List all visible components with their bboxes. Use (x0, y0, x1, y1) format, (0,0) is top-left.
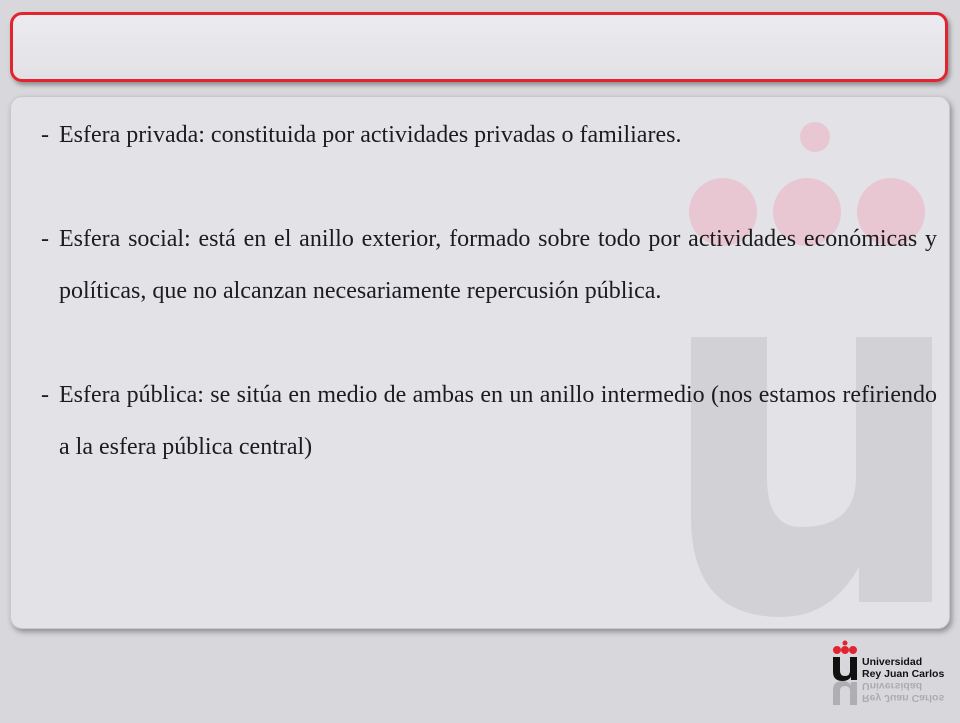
bullet-list (41, 109, 937, 473)
item-text: Esfera pública: se sitúa en medio de ambas en un anillo intermedio (nos estamos refiriendo a la esfera pública central) (59, 382, 937, 460)
bullet-dash: - (41, 122, 49, 148)
logo-reflection-line-1: Universidad (862, 680, 923, 692)
slide-title-box (10, 12, 948, 82)
logo-text (862, 656, 944, 680)
list-item (41, 213, 937, 317)
logo-reflection-line-2: Rey Juan Carlos (862, 692, 945, 704)
bullet-dash: - (41, 226, 49, 252)
logo-line-2: Rey Juan Carlos (862, 668, 945, 680)
logo-reflection (862, 680, 944, 704)
item-text: Esfera social: está en el anillo exterior, formado sobre todo por actividades económicas y políticas, que no alcanzan necesariamente repercusión pública. (59, 226, 937, 304)
item-text: Esfera privada: constituida por actividades privadas o familiares. (59, 122, 682, 148)
logo-line-1: Universidad (862, 656, 923, 668)
list-item (41, 369, 937, 473)
content-box (10, 96, 950, 629)
list-item (41, 109, 937, 161)
bullet-dash: - (41, 382, 49, 408)
university-logo (830, 640, 950, 718)
u-logo-icon (830, 640, 860, 718)
